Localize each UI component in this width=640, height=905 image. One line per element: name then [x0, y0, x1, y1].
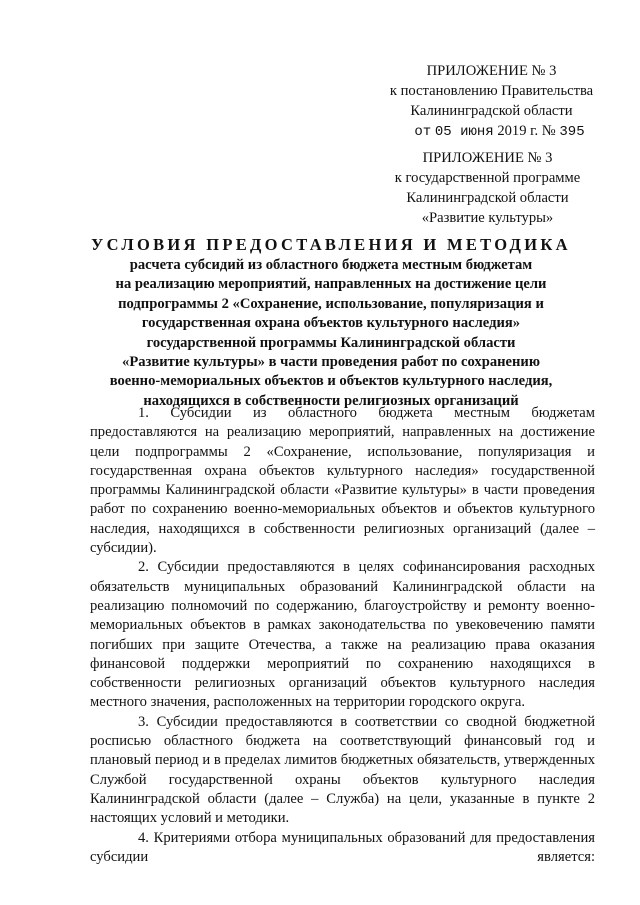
appendix-state-program: [380, 148, 595, 228]
date-day-month: 05 июня: [434, 124, 494, 140]
title-line: на реализацию мероприятий, направленных на достижение цели: [115, 276, 547, 293]
date-prefix: от: [414, 124, 432, 140]
title-line: расчета субсидий из областного бюджета местным бюджетам: [129, 257, 533, 273]
resolution-number: 395: [559, 124, 585, 140]
paragraph-3: 3. Субсидии предоставляются в соответствии со сводной бюджетной росписью областного бюджета на соответствующий финансовый год и плановый период и в пределах лимитов бюджетных обязательств, утвержденных Службой государственной охраны объектов культурного наследия Калининградской области (далее – Служба) на цели, указанные в пункте 2 настоящих условий и методики.: [90, 713, 595, 827]
appendix-line: к постановлению Правительства: [389, 83, 594, 99]
paragraph-2: 2. Субсидии предоставляются в целях софинансирования расходных обязательств муниципальных образований Калининградской области на реализацию полномочий по содержанию, благоустройству и ремонту военно-мемориальных объектов в рамках законодательства по увековечению памяти погибших при защите Отечества, а также на реализацию права оказания финансовой поддержки мероприятий по сохранению находящихся в собственности религиозных организаций объектов культурного наследия местного значения, расположенных на территории городского округа.: [90, 559, 595, 711]
appendix-title: ПРИЛОЖЕНИЕ № 3: [426, 63, 557, 79]
document-title: [90, 234, 572, 411]
appendix-date-line: [384, 121, 599, 142]
date-year: 2019 г. №: [497, 123, 556, 139]
appendix-title: ПРИЛОЖЕНИЕ № 3: [422, 150, 553, 166]
paragraph-1: 1. Субсидии из областного бюджета местным бюджетам предоставляются на реализацию мероприятий, направленных на достижение цели подпрограммы 2 «Сохранение, использование, популяризация и государственная охрана объектов культурного наследия» государственной программы Калининградской области «Развитие культуры» в части проведения работ по сохранению военно-мемориальных объектов и объектов культурного наследия, находящихся в собственности религиозных организаций (далее – субсидии).: [90, 405, 595, 557]
appendix-line: к государственной программе: [394, 170, 581, 186]
title-line: государственная охрана объектов культурного наследия»: [141, 315, 521, 332]
appendix-line: «Развитие культуры»: [421, 210, 554, 226]
appendix-line: Калининградской области: [410, 103, 573, 119]
title-line: военно-мемориальных объектов и объектов культурного наследия,: [109, 373, 553, 390]
appendix-government-resolution: [384, 61, 599, 142]
title-heading: УСЛОВИЯ ПРЕДОСТАВЛЕНИЯ И МЕТОДИКА: [91, 235, 571, 254]
title-line: находящихся в собственности религиозных организаций: [143, 392, 519, 409]
title-line: государственной программы Калининградской области: [146, 334, 516, 351]
title-line: «Развитие культуры» в части проведения работ по сохранению: [122, 354, 540, 371]
paragraph-4: 4. Критериями отбора муниципальных образований для предоставления субсидии является:: [90, 829, 595, 865]
appendix-line: Калининградской области: [406, 190, 569, 206]
title-line: подпрограммы 2 «Сохранение, использование, популяризация и: [118, 295, 544, 312]
document-body: [90, 404, 595, 867]
